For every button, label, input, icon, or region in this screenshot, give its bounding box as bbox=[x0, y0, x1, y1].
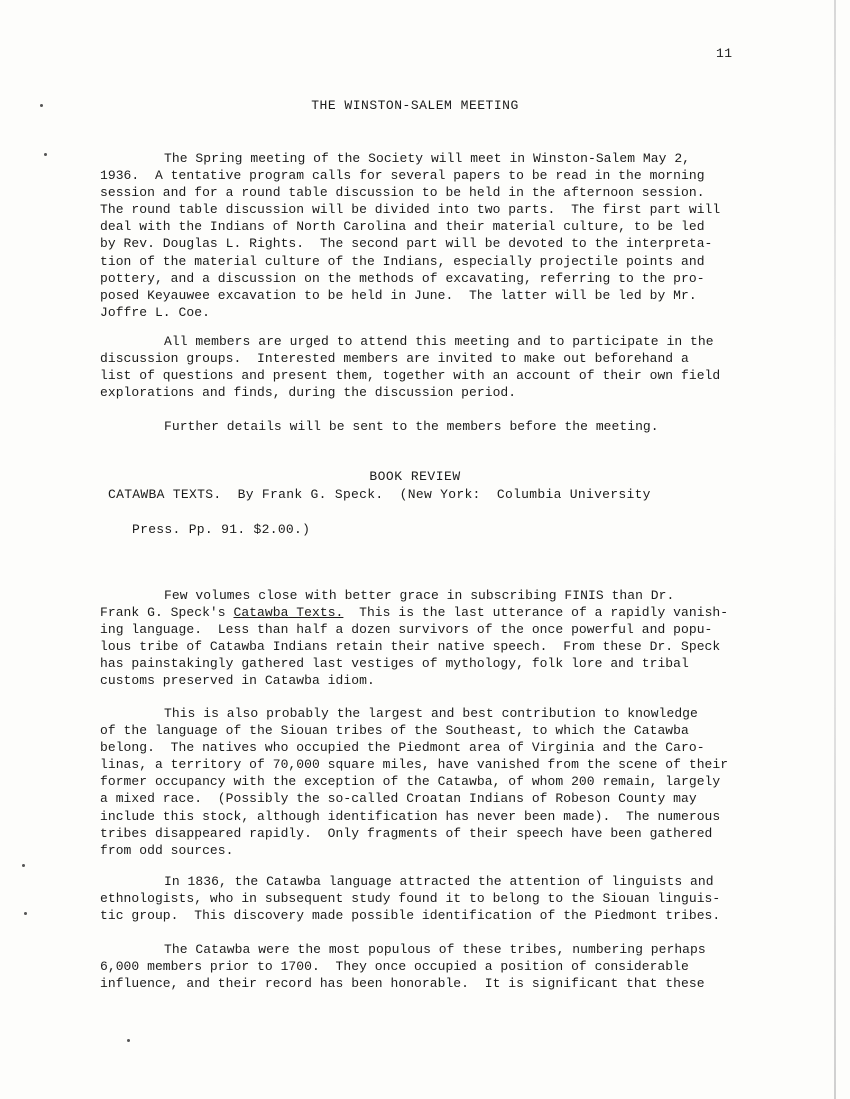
scan-speck bbox=[127, 1039, 130, 1042]
book-title-underlined: Catawba Texts. bbox=[233, 605, 344, 621]
text-line: Joffre L. Coe. bbox=[100, 304, 210, 320]
text-line: former occupancy with the exception of the Catawba, of whom 200 remain, largely bbox=[100, 774, 721, 790]
text-line: discussion groups. Interested members are invited to make out beforehand a bbox=[100, 351, 689, 367]
scan-speck bbox=[44, 153, 47, 156]
text-line: pottery, and a discussion on the methods of excavating, referring to the pro- bbox=[100, 270, 705, 286]
meeting-paragraph-2 bbox=[100, 333, 770, 401]
text-line: tic group. This discovery made possible identification of the Piedmont tribes. bbox=[100, 908, 721, 924]
text-line: 1936. A tentative program calls for several papers to be read in the morning bbox=[100, 168, 705, 184]
book-title: CATAWBA TEXTS. bbox=[108, 487, 222, 502]
text-line: posed Keyauwee excavation to be held in June. The latter will be led by Mr. bbox=[100, 287, 697, 303]
text-line: Further details will be sent to the members before the meeting. bbox=[164, 419, 659, 434]
text-line: include this stock, although identification has never been made). The numerous bbox=[100, 808, 721, 824]
book-citation bbox=[108, 487, 651, 502]
text-line: The Catawba were the most populous of these tribes, numbering perhaps bbox=[164, 942, 706, 957]
book-press-details: Press. Pp. 91. $2.00.) bbox=[132, 522, 311, 537]
text-line: ethnologists, who in subsequent study found it to belong to the Siouan linguis- bbox=[100, 891, 721, 907]
text-line: has painstakingly gathered last vestiges of mythology, folk lore and tribal bbox=[100, 656, 689, 672]
text-line: from odd sources. bbox=[100, 842, 234, 858]
text-line: ing language. Less than half a dozen survivors of the once powerful and popu- bbox=[100, 622, 713, 638]
text-line: 6,000 members prior to 1700. They once occupied a position of considerable bbox=[100, 959, 689, 975]
text-line: explorations and finds, during the discussion period. bbox=[100, 385, 517, 401]
scan-edge-shadow bbox=[834, 0, 836, 1099]
scan-speck bbox=[24, 912, 27, 915]
text-line: This is also probably the largest and best contribution to knowledge bbox=[164, 706, 698, 721]
review-paragraph-4 bbox=[100, 941, 770, 992]
text-line: The Spring meeting of the Society will meet in Winston-Salem May 2, bbox=[164, 151, 691, 166]
meeting-paragraph-3 bbox=[100, 418, 770, 435]
meeting-paragraph-1 bbox=[100, 150, 770, 321]
text-line: deal with the Indians of North Carolina and their material culture, to be led bbox=[100, 219, 705, 235]
text-line: a mixed race. (Possibly the so-called Croatan Indians of Robeson County may bbox=[100, 791, 697, 807]
review-paragraph-2 bbox=[100, 705, 770, 859]
text-line: of the language of the Siouan tribes of the Southeast, to which the Catawba bbox=[100, 723, 689, 739]
text-line bbox=[100, 604, 770, 621]
book-author-publisher: By Frank G. Speck. (New York: Columbia University bbox=[221, 487, 651, 502]
review-paragraph-3 bbox=[100, 873, 770, 924]
meeting-heading: THE WINSTON-SALEM MEETING bbox=[311, 98, 519, 113]
text-line: Few volumes close with better grace in subscribing FINIS than Dr. bbox=[164, 588, 675, 603]
text-line: list of questions and present them, together with an account of their own field bbox=[100, 368, 721, 384]
text-line: The round table discussion will be divided into two parts. The first part will bbox=[100, 202, 721, 218]
text-line: lous tribe of Catawba Indians retain their native speech. From these Dr. Speck bbox=[100, 639, 721, 655]
review-paragraph-1 bbox=[100, 587, 770, 690]
text-line: customs preserved in Catawba idiom. bbox=[100, 673, 375, 689]
scan-speck bbox=[40, 104, 43, 107]
text-line: In 1836, the Catawba language attracted the attention of linguists and bbox=[164, 874, 714, 889]
book-review-heading: BOOK REVIEW bbox=[369, 469, 461, 484]
text-line: belong. The natives who occupied the Piedmont area of Virginia and the Caro- bbox=[100, 740, 705, 756]
text-line: tribes disappeared rapidly. Only fragments of their speech have been gathered bbox=[100, 825, 713, 841]
text-line: session and for a round table discussion to be held in the afternoon session. bbox=[100, 185, 705, 201]
page-number: 11 bbox=[716, 46, 733, 61]
text-line: influence, and their record has been honorable. It is significant that these bbox=[100, 976, 705, 992]
text-fragment: Frank G. Speck's bbox=[100, 605, 234, 621]
scan-speck bbox=[22, 864, 25, 867]
text-line: by Rev. Douglas L. Rights. The second part will be devoted to the interpreta- bbox=[100, 236, 713, 252]
text-fragment: This is the last utterance of a rapidly vanish- bbox=[343, 605, 729, 621]
text-line: linas, a territory of 70,000 square miles, have vanished from the scene of their bbox=[100, 757, 729, 773]
text-line: tion of the material culture of the Indians, especially projectile points and bbox=[100, 253, 705, 269]
text-line: All members are urged to attend this meeting and to participate in the bbox=[164, 334, 714, 349]
